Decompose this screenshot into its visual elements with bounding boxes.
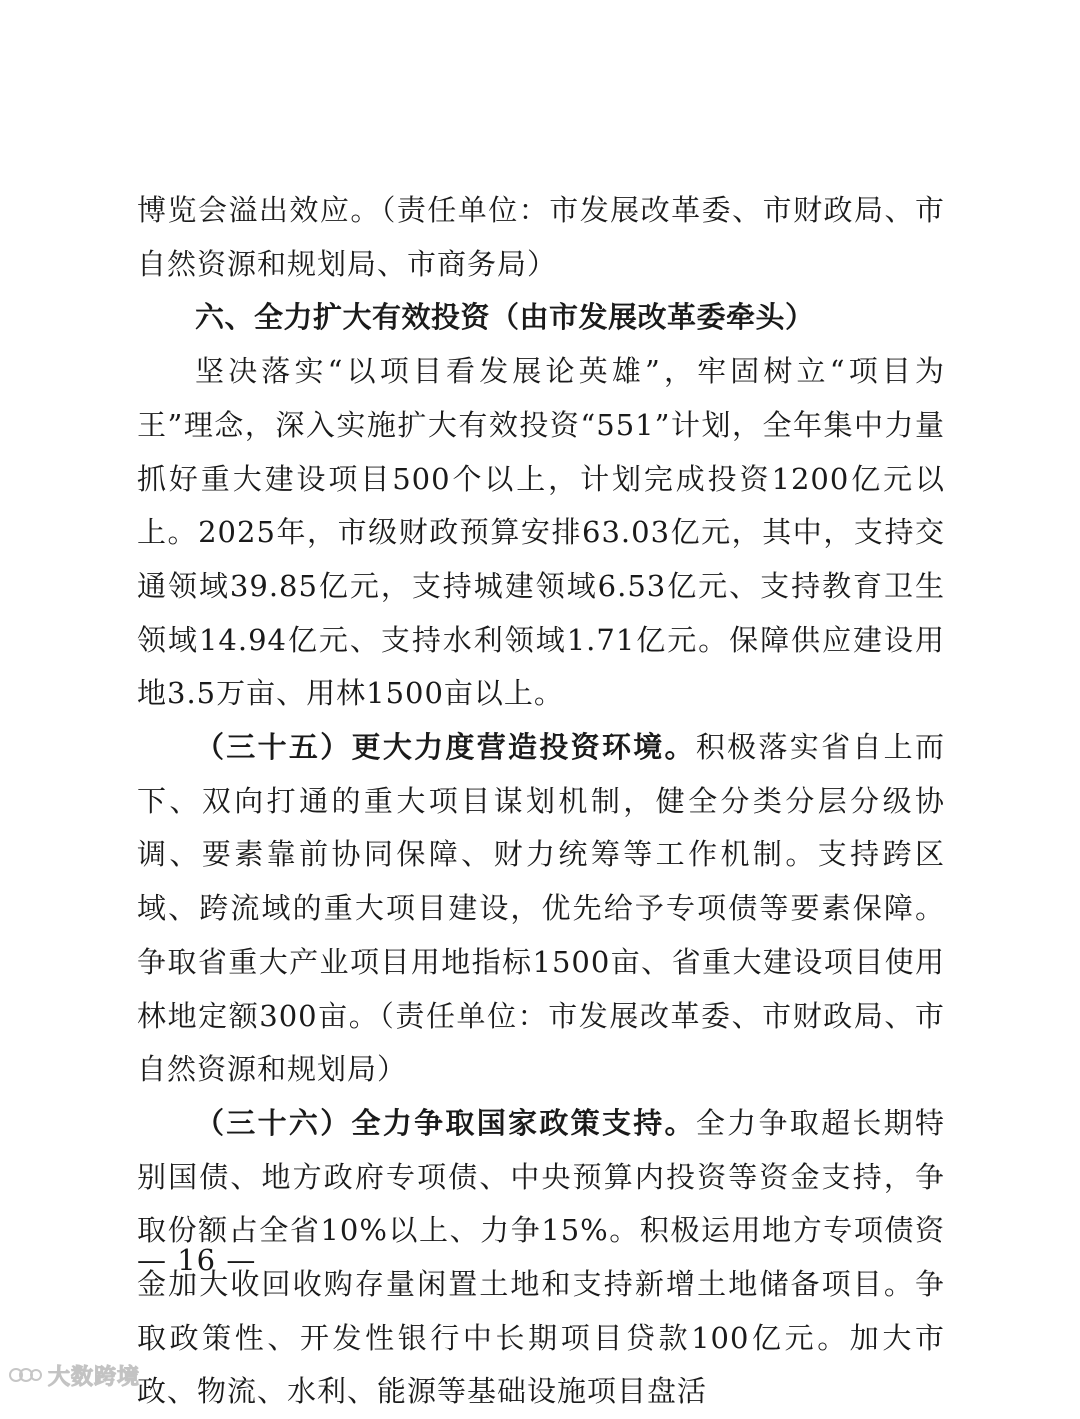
item-36-body: 全力争取超长期特别国债、地方政府专项债、中央预算内投资等资金支持，争取份额占全省10%以上、力争15%。积极运用地方专项债资金加大收回收购存量闲置土地和支持新增土地储备项目。争取政策性、开发性银行中长期项目贷款100亿元。加大市政、物流、水利、能源等基础设施项目盘活: [137, 1105, 945, 1409]
section-heading: 六、全力扩大有效投资（由市发展改革委牵头）: [195, 300, 815, 335]
intro-paragraph: 坚决落实“以项目看发展论英雄”，牢固树立“项目为王”理念，深入实施扩大有效投资“551”计划，全年集中力量抓好重大建设项目500个以上，计划完成投资1200亿元以上。2025年，市级财政预算安排63.03亿元，其中，支持交通领域39.85亿元，支持城建领域6.53亿元、支持教育卫生领域14.94亿元、支持水利领域1.71亿元。保障供应建设用地3.5万亩、用林1500亩以上。: [137, 354, 945, 711]
item-35-body: 积极落实省自上而下、双向打通的重大项目谋划机制，健全分类分层分级协调、要素靠前协同保障、财力统筹等工作机制。支持跨区域、跨流域的重大项目建设，优先给予专项债等要素保障。争取省重大产业项目用地指标1500亩、省重大建设项目使用林地定额300亩。（责任单位：市发展改革委、市财政局、市自然资源和规划局）: [137, 730, 945, 1087]
item-36-lead: （三十六）全力争取国家政策支持。: [195, 1105, 696, 1140]
item-36-paragraph: [137, 1097, 945, 1419]
page-number: — 16 —: [137, 1243, 257, 1277]
watermark: [8, 1358, 140, 1392]
watermark-logo-icon: [8, 1363, 42, 1387]
watermark-text: 大数跨境: [48, 1364, 141, 1390]
document-body: [137, 184, 945, 1419]
item-35-paragraph: [137, 721, 945, 1097]
continuation-paragraph: 博览会溢出效应。（责任单位：市发展改革委、市财政局、市自然资源和规划局、市商务局）: [137, 193, 945, 281]
item-35-lead: （三十五）更大力度营造投资环境。: [195, 730, 696, 765]
